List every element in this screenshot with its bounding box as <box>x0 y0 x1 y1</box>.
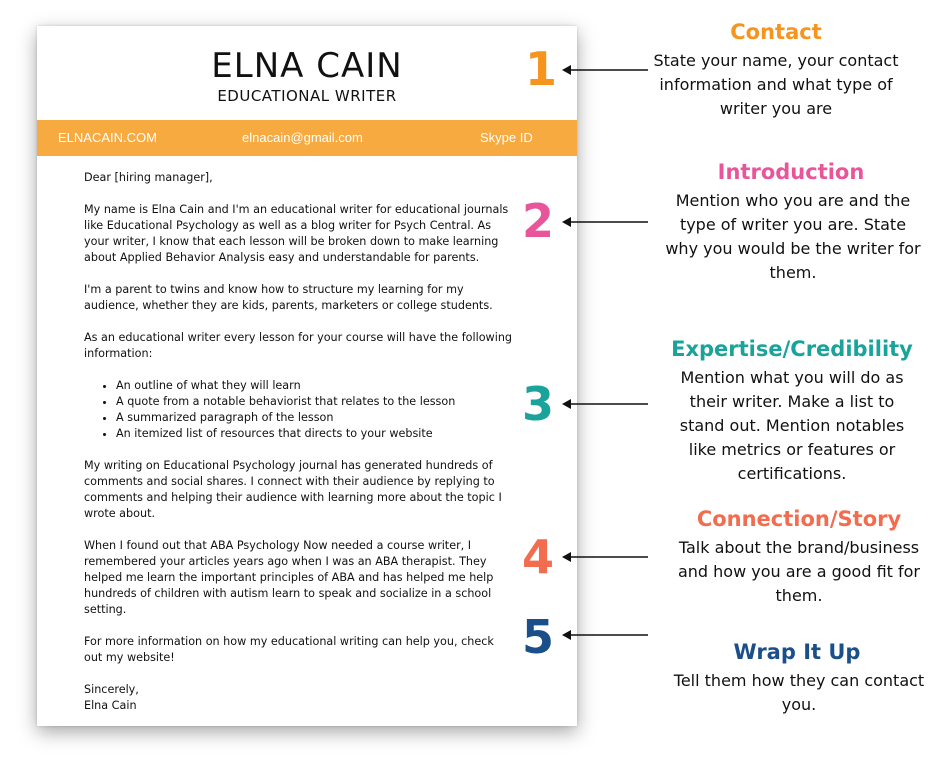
letter-paragraph-connection: When I found out that ABA Psychology Now needed a course writer, I remembered your articles years ago when I was an ABA therapist. They helped me learn the important principles of ABA and has helped me help hundreds of children with autism learn to speak and socialize in a school setting. <box>84 539 494 616</box>
list-item: • An itemized list of resources that directs to your website <box>116 426 514 442</box>
section-number-3: 3 <box>522 377 555 431</box>
section-description-introduction: Mention who you are and the type of writer you are. State why you would be the writer for them. <box>665 191 921 282</box>
lesson-bullet-list <box>84 378 514 442</box>
letter-greeting: Dear [hiring manager], <box>84 171 213 184</box>
letter-paragraph-lesson: As an educational writer every lesson for your course will have the following information: <box>84 331 513 360</box>
section-description-contact: State your name, your contact information and what type of writer you are <box>653 51 899 118</box>
list-item: • An outline of what they will learn <box>116 378 514 394</box>
cover-letter-document <box>37 26 577 726</box>
email-text: elnacain@gmail.com <box>242 130 363 145</box>
section-number-4: 4 <box>522 530 555 584</box>
arrow-left-icon <box>562 550 648 564</box>
website-text: ELNACAIN.COM <box>58 130 157 145</box>
arrow-left-icon <box>562 397 648 411</box>
section-heading-introduction: Introduction <box>717 160 865 184</box>
section-number-5: 5 <box>522 610 555 664</box>
letter-paragraph-wrapup: For more information on how my educational writing can help you, check out my website! <box>84 635 494 664</box>
arrow-left-icon <box>562 215 648 229</box>
section-number-2: 2 <box>522 194 555 248</box>
applicant-name: ELNA CAIN <box>211 46 403 86</box>
letter-body <box>84 170 514 714</box>
skype-text: Skype ID <box>480 130 533 145</box>
letter-signature: Elna Cain <box>84 699 137 712</box>
letter-paragraph-parent: I'm a parent to twins and know how to structure my learning for my audience, whether they are kids, parents, marketers or college students. <box>84 283 493 312</box>
section-description-connection: Talk about the brand/business and how you are a good fit for them. <box>677 538 921 605</box>
letter-closing: Sincerely, <box>84 683 139 696</box>
section-heading-contact: Contact <box>730 20 822 44</box>
arrow-left-icon <box>562 628 648 642</box>
section-heading-expertise: Expertise/Credibility <box>671 337 913 361</box>
section-description-wrapup: Tell them how they can contact you. <box>673 671 925 714</box>
list-item: • A quote from a notable behaviorist that relates to the lesson <box>116 394 514 410</box>
contact-band <box>37 120 577 156</box>
applicant-title: EDUCATIONAL WRITER <box>217 87 397 105</box>
arrow-left-icon <box>562 63 648 77</box>
letter-paragraph-expertise: My writing on Educational Psychology journal has generated hundreds of comments and social shares. I connect with their audience by replying to comments and helping their audience with learning more about the topic I wrote about. <box>84 459 502 520</box>
section-heading-connection: Connection/Story <box>696 507 902 531</box>
section-description-expertise: Mention what you will do as their writer. Make a list to stand out. Mention notables like metrics or features or certifications. <box>679 368 905 483</box>
list-item: • A summarized paragraph of the lesson <box>116 410 514 426</box>
letter-paragraph-intro: My name is Elna Cain and I'm an educational writer for educational journals like Educational Psychology as well as a blog writer for Psych Central. As your writer, I know that each lesson will be broken down to make learning about Applied Behavior Analysis easy and understandable for parents. <box>84 203 509 264</box>
section-heading-wrapup: Wrap It Up <box>733 640 861 664</box>
section-number-1: 1 <box>525 42 558 96</box>
